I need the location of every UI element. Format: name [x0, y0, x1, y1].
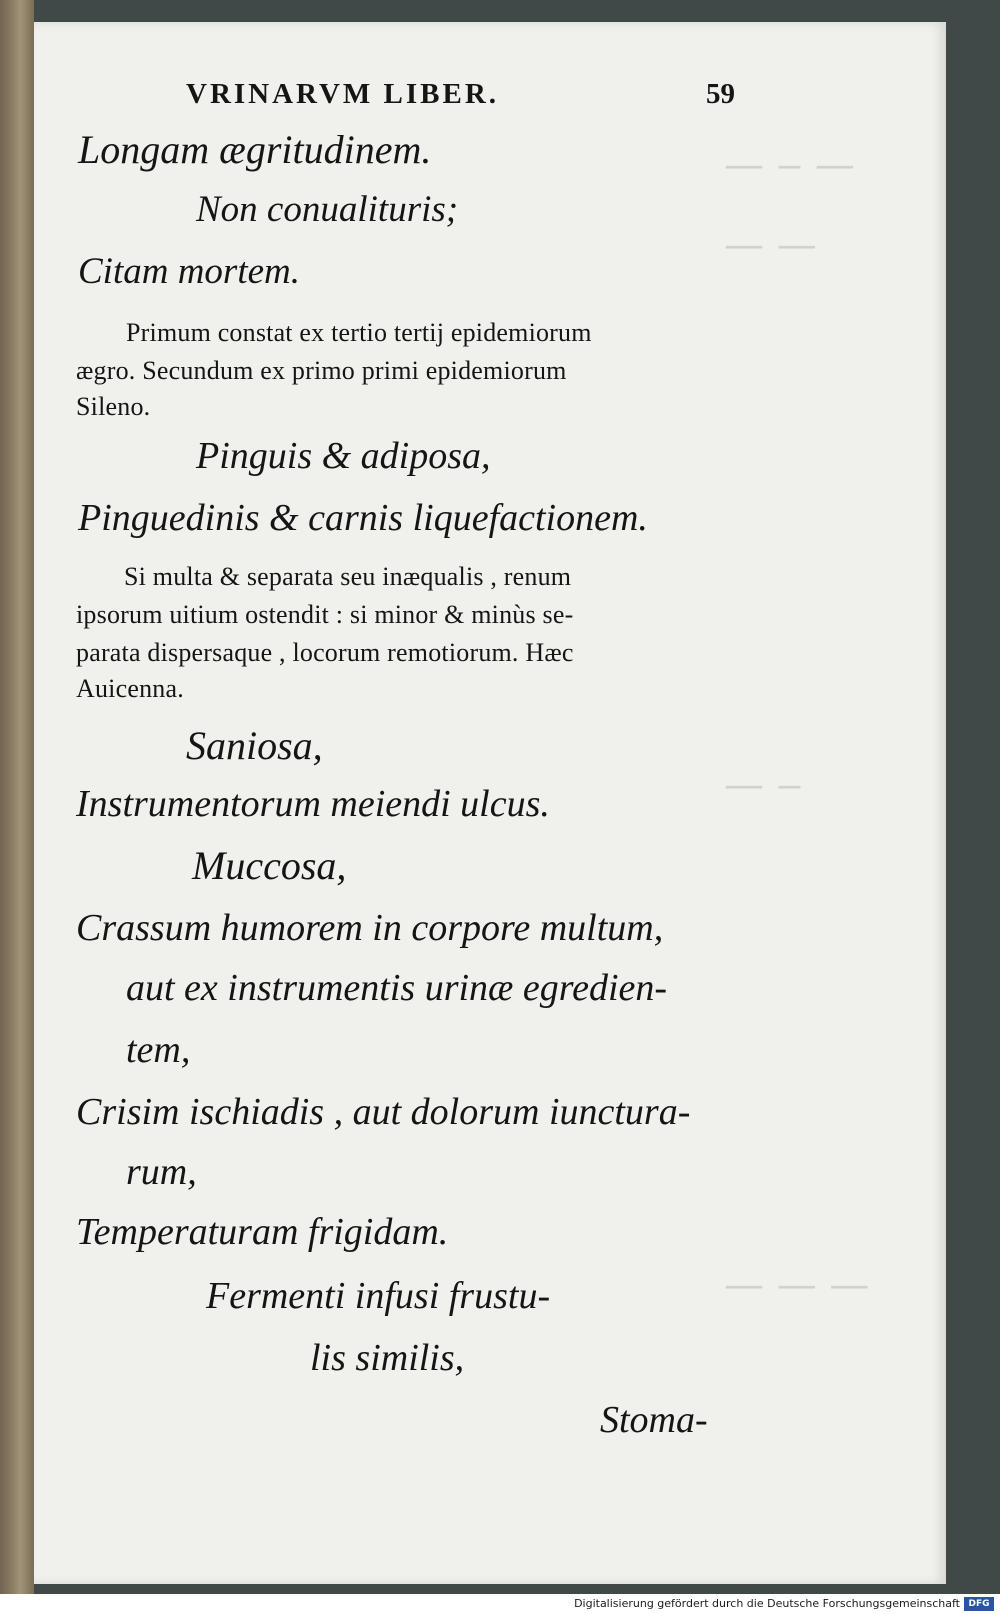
page-number: 59	[706, 78, 735, 110]
catchword: Stoma-	[600, 1399, 708, 1441]
show-through-mark: — —	[724, 222, 817, 268]
entry-line: Non conualituris;	[196, 189, 459, 230]
show-through-mark: — ‒ —	[724, 142, 855, 188]
entry-line: Longam ægritudinem.	[78, 127, 432, 172]
entry-line: Pinguis & adiposa,	[196, 435, 491, 477]
book-page	[34, 22, 946, 1584]
body-text-line: ipsorum uitium ostendit : si minor & minùs se-	[76, 600, 574, 629]
dfg-logo: DFG	[964, 1597, 994, 1611]
footer-credit: Digitalisierung gefördert durch die Deutsche Forschungsgemeinschaft	[574, 1597, 960, 1610]
body-text-line: Primum constat ex tertio tertij epidemiorum	[126, 318, 592, 347]
body-text-line: Auicenna.	[76, 674, 184, 703]
show-through-mark: — — —	[724, 1262, 870, 1308]
entry-line: Crassum humorem in corpore multum,	[76, 907, 664, 949]
entry-line: rum,	[126, 1151, 197, 1193]
entry-line: aut ex instrumentis urinæ egredien-	[126, 967, 668, 1009]
entry-line: Instrumentorum meiendi ulcus.	[76, 783, 550, 825]
running-title: VRINARVM LIBER.	[186, 78, 500, 110]
body-text-line: Si multa & separata seu inæqualis , renum	[124, 562, 572, 591]
book-spine	[0, 0, 34, 1594]
entry-line: Temperaturam frigidam.	[76, 1211, 449, 1253]
body-text-line: Sileno.	[76, 392, 151, 421]
body-text-line: ægro. Secundum ex primo primi epidemiorum	[76, 356, 567, 385]
entry-line: Saniosa,	[186, 723, 323, 768]
entry-line: Muccosa,	[192, 843, 347, 888]
entry-line: lis similis,	[310, 1337, 465, 1379]
entry-line: Fermenti infusi frustu-	[206, 1275, 551, 1317]
entry-line: tem,	[126, 1029, 191, 1071]
entry-line: Crisim ischiadis , aut dolorum iunctura-	[76, 1091, 691, 1133]
body-text-line: parata dispersaque , locorum remotiorum. Hæc	[76, 638, 574, 667]
entry-line: Pinguedinis & carnis liquefactionem.	[78, 497, 648, 539]
show-through-mark: — ‒	[724, 762, 803, 808]
entry-line: Citam mortem.	[78, 251, 300, 292]
